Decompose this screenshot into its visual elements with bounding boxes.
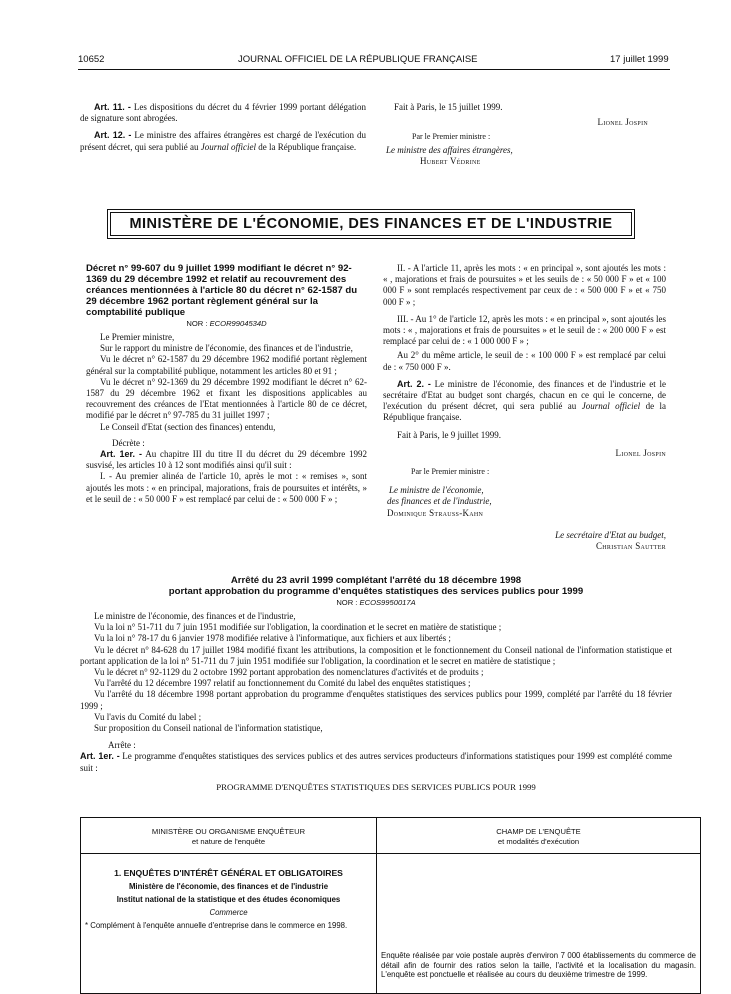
table-cell-left: [81, 854, 377, 994]
signer-name: Lionel Jospin: [597, 117, 648, 128]
decree-fait: Fait à Paris, le 9 juillet 1999.: [397, 429, 501, 440]
arrete-p7: Vu l'arrêté du 18 décembre 1998 portant approbation du programme d'enquêtes statistiques des services publics pour 1999, complété par l'arrêté du 18 février 1999 ;: [80, 689, 672, 711]
section-title: 1. ENQUÊTES D'INTÉRÊT GÉNÉRAL ET OBLIGATOIRES: [114, 868, 343, 878]
decree-p5: Le Conseil d'Etat (section des finances) entendu,: [100, 421, 276, 432]
decree-secretary-name: Christian Sautter: [595, 541, 666, 552]
decree-article-2: Art. 2. - Le ministre de l'économie, des finances et de l'industrie et le secrétaire d'Etat au budget sont chargés, chacun en ce qui le concerne, de l'exécution du présent décret, qui sera publié au Journal officiel de la République française.: [383, 378, 666, 423]
ministry-title-frame: [107, 209, 635, 239]
arrete-p9: Sur proposition du Conseil national de l'information statistique,: [94, 723, 323, 734]
minister-title: Le ministre des affaires étrangères,: [386, 144, 513, 155]
arrete-p2: Vu la loi n° 51-711 du 7 juin 1951 modifiée sur l'obligation, la coordination et le secret en matière de statistique ;: [94, 622, 502, 633]
arrete-nor: NOR : ECOS9950017A: [336, 598, 416, 607]
fait-a-paris: Fait à Paris, le 15 juillet 1999.: [394, 102, 503, 112]
arrete-arrete: Arrête :: [108, 740, 136, 751]
decrete: Décrète :: [112, 437, 145, 448]
decree-nor: NOR : ECOR9904534D: [186, 319, 267, 328]
program-table: [80, 817, 701, 994]
decree-left-column: [86, 263, 367, 505]
arrete-p4: Vu le décret n° 84-628 du 17 juillet 1984 modifié fixant les attributions, la composition et le fonctionnement du Conseil national de l'information statistique et portant application de la loi n° 51-711 du 7 juin 1951 modifiée sur l'obligation, la coordination et le secret en matière de statistique ;: [80, 644, 672, 666]
par-le-premier-ministre: Par le Premier ministre :: [412, 132, 491, 142]
decree-item-4: Au 2° du même article, le seuil de : « 100 000 F » est remplacé par celui de : « 750 000 F ».: [383, 350, 666, 372]
arrete-p6: Vu l'arrêté du 12 décembre 1997 relatif au fonctionnement du Comité du label des enquêtes statistiques ;: [94, 678, 471, 689]
decree-minister-title-2: des finances et de l'industrie,: [387, 496, 492, 507]
table-row: [81, 854, 701, 994]
decree-par: Par le Premier ministre :: [411, 467, 490, 477]
decree-minister-name: Dominique Strauss-Kahn: [387, 507, 484, 518]
article-12: Art. 12. - Le ministre des affaires étrangères est chargé de l'exécution du présent décret, qui sera publié au Journal officiel de la République française.: [80, 130, 366, 152]
minister-name: Hubert Védrine: [420, 155, 481, 166]
decree-secretary-title: Le secrétaire d'Etat au budget,: [555, 529, 666, 540]
journal-title: JOURNAL OFFICIEL DE LA RÉPUBLIQUE FRANÇAISE: [238, 54, 478, 65]
header-rule: [78, 69, 670, 70]
decree-item-1: I. - Au premier alinéa de l'article 10, après le mot : « remises », sont ajoutés les mots : « en principal, majorations, frais de poursuites et intérêts, » et le seuil de : « 50 000 F » est remplacé par celui de : « 500 000 F » ;: [86, 471, 367, 504]
arrete-article-1: Art. 1er. - Le programme d'enquêtes statistiques des services publics et des autres services producteurs d'informations statistiques pour 1999 est complété comme suit :: [80, 751, 673, 773]
decree-signer: Lionel Jospin: [615, 447, 666, 458]
arrete-p1: Le ministre de l'économie, des finances et de l'industrie,: [94, 611, 296, 621]
previous-decree-articles: [80, 102, 366, 153]
arrete-block: [80, 575, 672, 793]
table-header-row: [81, 818, 701, 854]
arrete-title-2: portant approbation du programme d'enquêtes statistiques des services publics pour 1999: [168, 586, 584, 597]
program-title: PROGRAMME D'ENQUÊTES STATISTIQUES DES SERVICES PUBLICS POUR 1999: [216, 781, 536, 792]
decree-p1: Le Premier ministre,: [100, 332, 175, 342]
table-sector: Commerce: [209, 907, 248, 917]
table-header-col2: CHAMP DE L'ENQUÊTE et modalités d'exécution: [377, 818, 701, 854]
arrete-title-1: Arrêté du 23 avril 1999 complétant l'arrêté du 18 décembre 1998: [230, 575, 522, 586]
arrete-p3: Vu la loi n° 78-17 du 6 janvier 1978 modifiée relative à l'informatique, aux fichiers et aux libertés ;: [94, 633, 451, 644]
table-cell-right: [377, 854, 701, 994]
arrete-p8: Vu l'avis du Comité du label ;: [94, 711, 202, 722]
decree-title: Décret n° 99-607 du 9 juillet 1999 modifiant le décret n° 92-1369 du 29 décembre 1992 et relatif au recouvrement des créances mentionnées à l'article 80 du décret n° 62-1587 du 29 décembre 1962 portant règlement général sur la comptabilité publique: [86, 263, 358, 318]
decree-item-3: III. - Au 1° de l'article 12, après les mots : « en principal », sont ajoutés les mots : « , majorations et frais de poursuites » et le seuil de : « 200 000 F » est remplacé par celui de : « 1 000 000 F » ;: [383, 313, 666, 347]
previous-decree-signatures: [380, 102, 648, 167]
decree-p3: Vu le décret n° 62-1587 du 29 décembre 1962 modifié portant règlement général sur la comptabilité publique, notamment les articles 80 et 91 ;: [86, 354, 367, 376]
row1-left: * Complément à l'enquête annuelle d'entreprise dans le commerce en 1998.: [85, 921, 348, 931]
decree-p2: Sur le rapport du ministre de l'économie, des finances et de l'industrie,: [100, 343, 353, 354]
table-institute: Institut national de la statistique et des études économiques: [116, 895, 341, 905]
decree-minister-title-1: Le ministre de l'économie,: [389, 485, 484, 496]
table-ministry: Ministère de l'économie, des finances et de l'industrie: [128, 881, 329, 891]
decree-right-column: [383, 263, 666, 552]
issue-date: 17 juillet 1999: [610, 54, 669, 65]
ministry-title: MINISTÈRE DE L'ÉCONOMIE, DES FINANCES ET DE L'INDUSTRIE: [110, 212, 632, 236]
page-number: 10652: [78, 54, 105, 65]
decree-p4: Vu le décret n° 92-1369 du 29 décembre 1992 modifiant le décret n° 62-1587 du 29 décembre 1962 et fixant les dispositions applicables au recouvrement des créances de l'Etat mentionnées à l'article 80 de ce décret, modifié par le décret n° 97-785 du 31 juillet 1997 ;: [86, 376, 367, 421]
arrete-p5: Vu le décret n° 92-1129 du 2 octobre 1992 portant approbation des nomenclatures d'activités et de produits ;: [94, 667, 484, 678]
table-header-col1: MINISTÈRE OU ORGANISME ENQUÊTEUR et nature de l'enquête: [81, 818, 377, 854]
row1-right: Enquête réalisée par voie postale auprès d'environ 7 000 établissements du commerce de détail afin de fournir des ratios selon la taille, l'activité et la localisation du magasin. L'enquête est ponctuelle et réalisée au cours du deuxième trimestre de 1999.: [381, 951, 696, 980]
decree-article-1: Art. 1er. - Au chapitre III du titre II du décret du 29 décembre 1992 susvisé, les articles 10 à 12 sont modifiés ainsi qu'il suit :: [86, 449, 368, 471]
decree-item-2: II. - A l'article 11, après les mots : « en principal », sont ajoutés les mots : « , majorations et frais de poursuites » et les seuils de : « 50 000 F » et « 100 000 F » sont remplacés respectivement par ceux de : « 500 000 F » et « 750 000 F » ;: [383, 263, 666, 307]
article-11: Art. 11. - Les dispositions du décret du 4 février 1999 portant délégation de signature sont abrogées.: [80, 102, 366, 124]
